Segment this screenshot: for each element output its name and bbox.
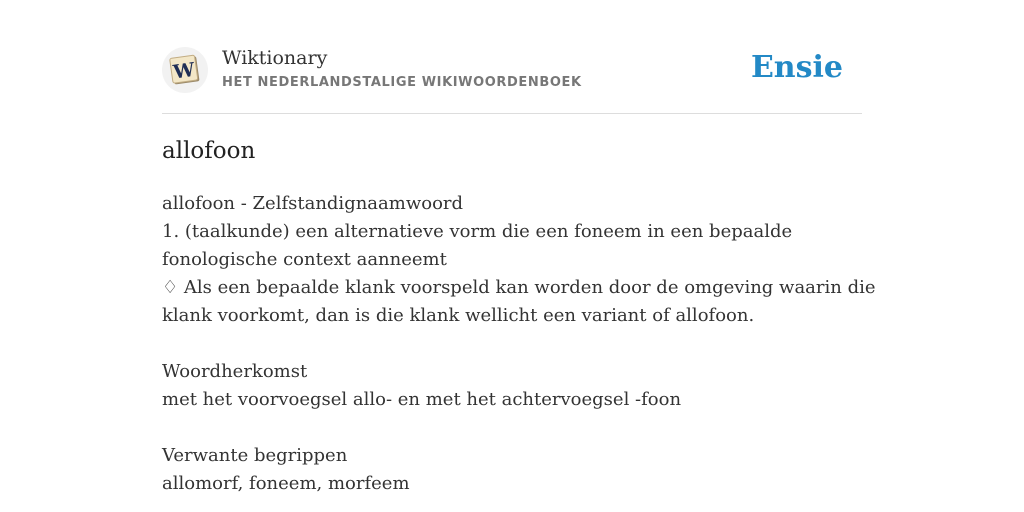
svg-text:W: W: [171, 58, 197, 84]
related-terms: allomorf, foneem, morfeem: [162, 473, 410, 494]
etymology-heading: Woordherkomst: [162, 361, 308, 382]
entry-content: [162, 190, 876, 498]
related-heading: Verwante begrippen: [162, 445, 348, 466]
header: [162, 44, 862, 98]
header-divider: [162, 113, 862, 114]
entry-title: allofoon: [162, 138, 256, 164]
wiktionary-logo-icon[interactable]: [162, 47, 208, 93]
definition-line-1: 1. (taalkunde) een alternatieve vorm die een foneem in een bepaalde: [162, 221, 793, 242]
site-name[interactable]: Wiktionary: [222, 47, 328, 69]
spacer: [162, 330, 862, 358]
wiktionary-w-icon: [162, 47, 208, 93]
definition-line-2: fonologische context aanneemt: [162, 249, 447, 270]
example-line-2: klank voorkomt, dan is die klank wellicht een variant of allofoon.: [162, 305, 755, 326]
entry-heading: allofoon - Zelfstandignaamwoord: [162, 193, 464, 214]
example-line-1: ♢ Als een bepaalde klank voorspeld kan worden door de omgeving waarin die: [162, 277, 876, 298]
ensie-logo[interactable]: Ensie: [750, 50, 843, 85]
page: [162, 0, 876, 512]
etymology-text: met het voorvoegsel allo- en met het achtervoegsel -foon: [162, 389, 682, 410]
spacer: [162, 414, 862, 442]
site-tagline: HET NEDERLANDSTALIGE WIKIWOORDENBOEK: [222, 75, 582, 90]
